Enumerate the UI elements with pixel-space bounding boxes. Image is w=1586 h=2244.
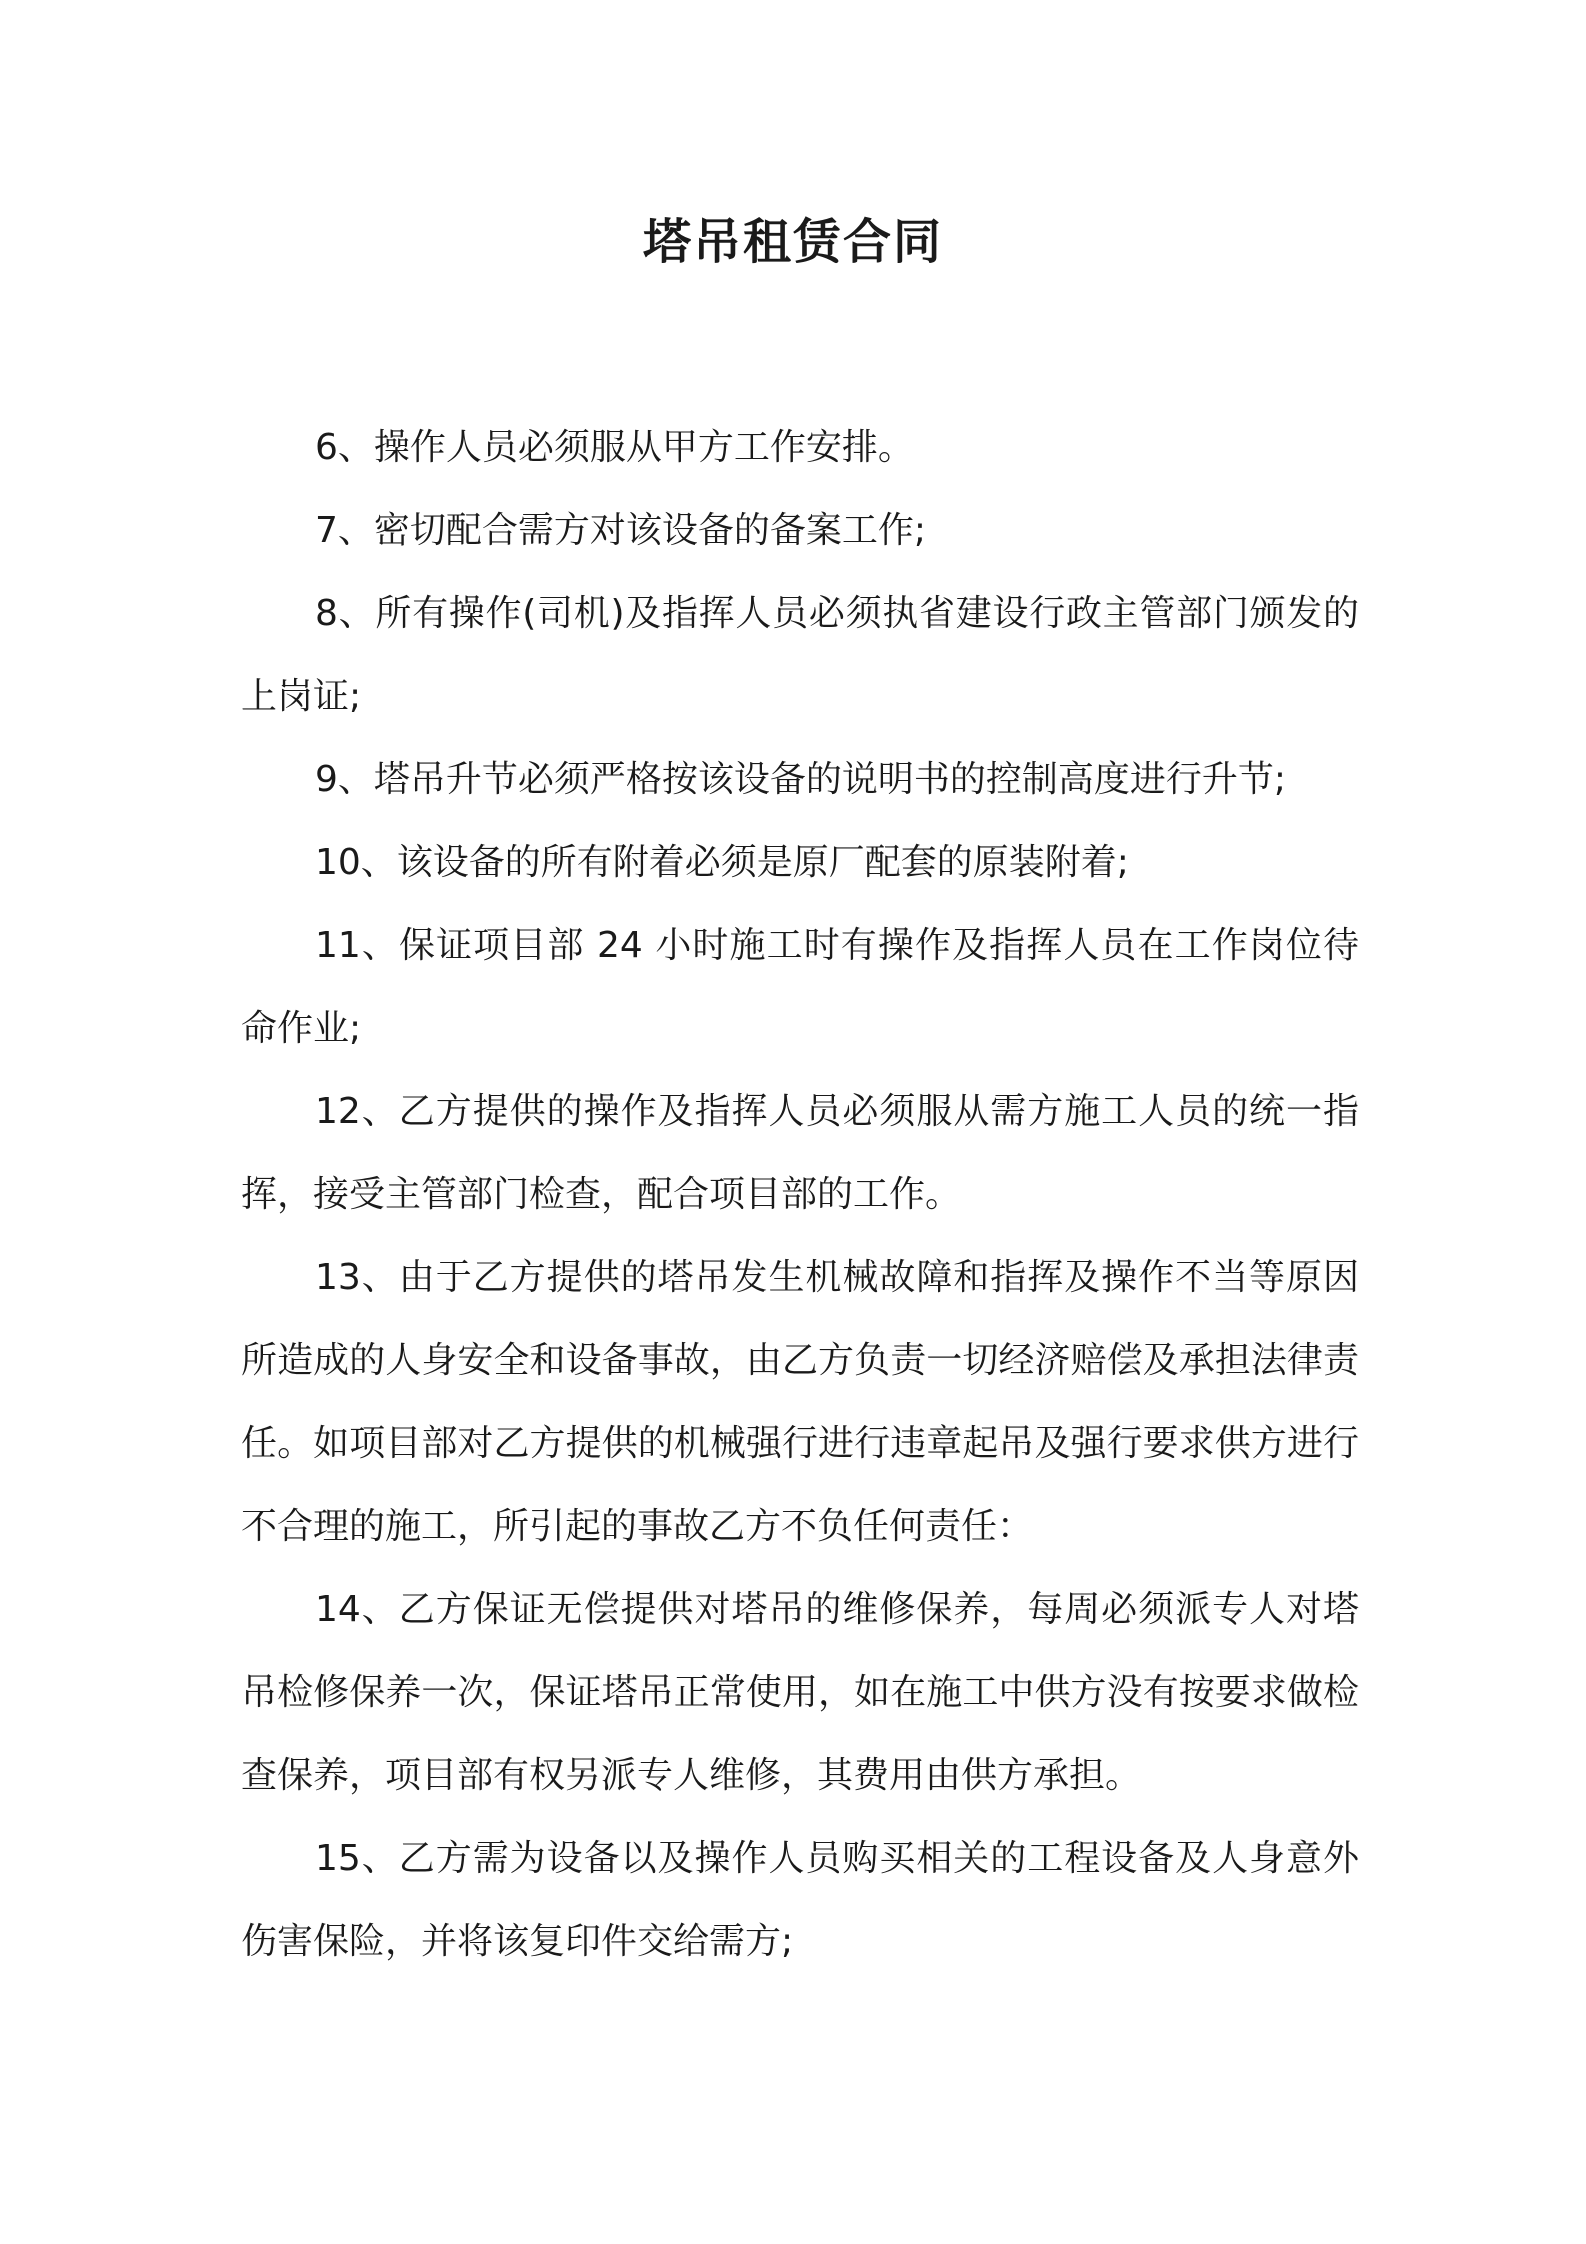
clause-12: 12、乙方提供的操作及指挥人员必须服从需方施工人员的统一指挥，接受主管部门检查，配合项目部的工作。 <box>241 1091 1359 1215</box>
clause-13: 13、由于乙方提供的塔吊发生机械故障和指挥及操作不当等原因所造成的人身安全和设备事故，由乙方负责一切经济赔偿及承担法律责任。如项目部对乙方提供的机械强行进行违章起吊及强行要求供方进行不合理的施工，所引起的事故乙方不负任何责任： <box>241 1257 1359 1547</box>
clause-9: 9、塔吊升节必须严格按该设备的说明书的控制高度进行升节; <box>315 759 1287 800</box>
clause-8: 8、所有操作(司机)及指挥人员必须执省建设行政主管部门颁发的上岗证; <box>241 593 1359 717</box>
clause-15: 15、乙方需为设备以及操作人员购买相关的工程设备及人身意外伤害保险，并将该复印件交给需方; <box>241 1838 1359 1962</box>
clause-14: 14、乙方保证无偿提供对塔吊的维修保养，每周必须派专人对塔吊检修保养一次，保证塔吊正常使用，如在施工中供方没有按要求做检查保养，项目部有权另派专人维修，其费用由供方承担。 <box>241 1589 1359 1796</box>
clause-7: 7、密切配合需方对该设备的备案工作; <box>315 510 927 551</box>
clause-10: 10、该设备的所有附着必须是原厂配套的原装附着; <box>315 842 1129 883</box>
clause-11: 11、保证项目部 24 小时施工时有操作及指挥人员在工作岗位待命作业; <box>241 925 1359 1049</box>
document-body <box>241 406 1359 1983</box>
clause-6: 6、操作人员必须服从甲方工作安排。 <box>315 427 914 468</box>
document-title: 塔吊租赁合同 <box>642 214 943 270</box>
